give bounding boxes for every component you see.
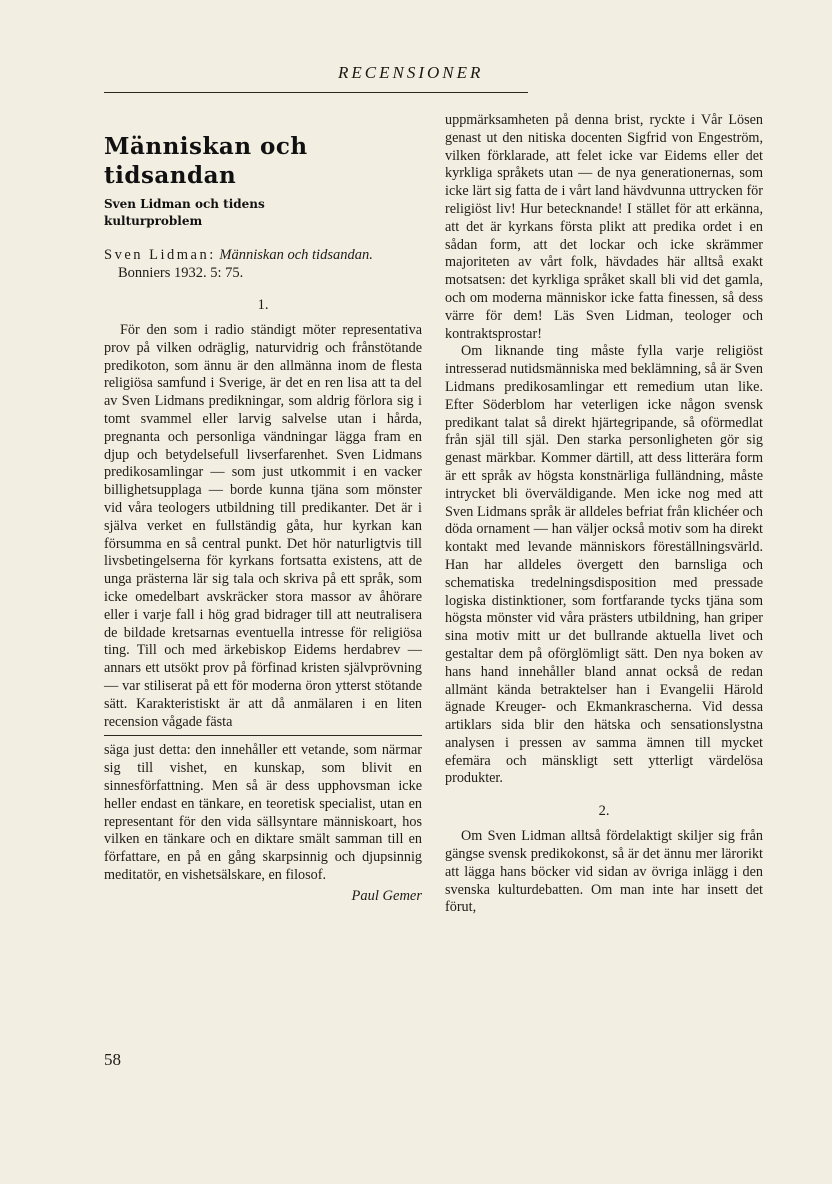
right-column xyxy=(445,112,763,917)
body-paragraph: För den som i radio ständigt möter representativa prov på vilken odräglig, naturvidrig och frånstötande predikoton, som ännu är den allmänna inom de flesta religiösa samfund i Sverige, är det en ren lisa att ta del av Sven Lidmans predikningar, som aldrig förlora sig i tomt svammel eller larvig salvelse utan i hårda, pregnanta och personliga vändningar lägga fram en djup och betydelsefull livserfarenhet. Sven Lidmans predikosamlingar — som just utkommit i en vacker billighetsupplaga — borde kunna tjäna som mönster vid våra teologers utbildning till predikanter. Det är i själva verket en fullständig gåta, hur kyrkan kan försumma en så central punkt. Det hör naturligtvis till livsbetingelserna för kyrkans fortsatta existens, att de unga prästerna lär sig tala och skriva på ett språk, som icke omedelbart avskräcker stora massor av åhörare eller i varje fall i hög grad bidrager till att neutralisera de bildade kretsarnas eventuella intresse för religiösa ting. Till och med ärkebiskop Eidems herdabrev — annars ett utsökt prov på förfinad kristen självprövning — var stiliserat på ett för moderna öron ytterst stötande sätt. Karakteristiskt är att då anmälaren i en liten recension vågade fästa xyxy=(104,322,422,730)
previous-review-text: säga just detta: den innehåller ett vetande, som närmar sig till vishet, en kunskap, som blivit en sinnesförfattning. Men så är dess upphovsman icke heller endast en tänkare, en teoretisk specialist, utan en representant för den vida sällsyntare människoart, hos vilken en tänkare och en diktare smält samman till en författare, en på en gång skarpsinnig och djupsinnig meditatör, en vishetsälskare, en filosof. xyxy=(104,742,422,883)
running-head: RECENSIONER xyxy=(338,63,484,82)
book-citation xyxy=(104,246,422,282)
body-paragraph: Om Sven Lidman alltså fördelaktigt skiljer sig från gängse svensk predikokonst, så är det ännu mer lärorikt att lägga hans böcker vid sidan av övriga inlägg i den svenska kulturdebatten. Om man inte har insett det förut, xyxy=(445,828,763,916)
section-number-1: 1. xyxy=(257,297,269,313)
header-rule xyxy=(104,92,528,93)
citation-author: Sven Lidman: xyxy=(104,247,216,263)
body-paragraph: uppmärksamheten på denna brist, ryckte i Vår Lösen genast ut den nitiska docenten Sigfrid von Engeström, vilken förklarade, att felet icke var Eidems eller det kyrkliga språkets utan — de nya generationernas, som icke lärt sig fatta de i vårt land hävdvunna uttrycken för religiöst liv! Hur betecknande! I stället för att erkänna, att det är kyrkans första plikt att predika ordet i en sådan form, att det lockar och icke skrämmer majoriteten av vårt folk, hävdades här alltså exakt motsatsen: det kyrkliga språket skall bli vid det gamla, och om moderna människor icke fatta finessen, så dess värre för dem! Läs Sven Lidman, teologer och kontraktsprostar! xyxy=(445,112,763,342)
article-subtitle: Sven Lidman och tidens kulturproblem xyxy=(104,197,265,228)
review-signature: Paul Gemer xyxy=(351,887,422,904)
body-paragraph: Om liknande ting måste fylla varje religiöst intresserad nutidsmänniska med beklämning, så är Sven Lidmans predikosamlingar ett remedium utan like. Efter Söderblom har veterligen icke någon svensk predikant talat så direkt hjärtegripande, så oförmedlat från själ till själ. Den starka personligheten gör sig genast märkbar. Kommer därtill, att dess litterära form är ett språk av högsta konstnärliga fulländning, måste intrycket bli överväldigande. Men icke nog med att Sven Lidmans språk är alldeles befriat från klichéer och döda ornament — han väljer också motiv som ha direkt kontakt med levande människors föreställningsvärld. Han har alldeles övergett den barnsliga och schematiska tredelningsdisposition med pressade logiska distinktioner, som fortfarande tycks tjäna som högsta mönster vid våra prästers utbildning, han griper sina motiv mitt ur det bullrande aktuella livet och gestaltar dem på oförglömligt sätt. Den nya boken av hans hand innehåller bland annat också de redan allmänt kända betraktelser han i Evangelii Härold ägnade Kreuger- och Ekmankrascherna. Vid dessa artiklars sida blir den hätska och sensationslystna analysen i pressen av samma ämnen till mycket efemära och mänskligt sett ytterligt värdelösa produkter. xyxy=(445,343,763,787)
citation-work: Människan och tidsandan. xyxy=(219,247,373,263)
citation-publisher: Bonniers 1932. 5: 75. xyxy=(118,265,244,281)
page-number: 58 xyxy=(104,1050,121,1069)
left-column xyxy=(104,122,422,905)
column-divider xyxy=(104,735,422,736)
section-number-2: 2. xyxy=(598,803,610,820)
article-title: Människan och tidsandan xyxy=(104,133,308,189)
